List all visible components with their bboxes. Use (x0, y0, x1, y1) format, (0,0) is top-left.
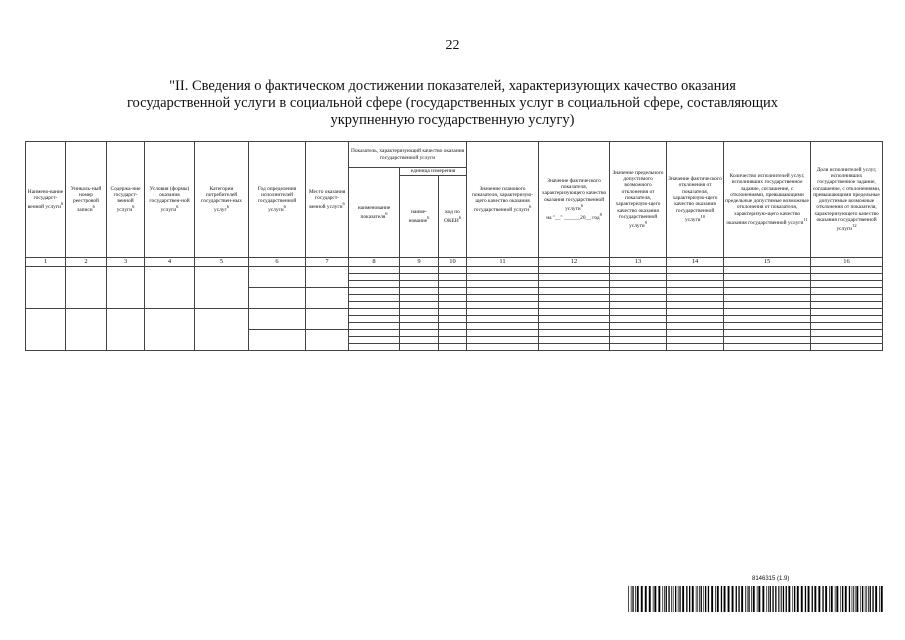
table-cell[interactable] (811, 316, 883, 323)
barcode-bar (741, 586, 743, 612)
barcode-bar (768, 586, 769, 612)
header-executors-share: Доля исполнителей услуг, исполнивших государственное задание, соглашение, с отклонениями, превышающими предельные допустимые возможные отклонения от показателя, характеризующего качество оказания государственной услуги$^{12}$ (811, 142, 883, 258)
barcode-bar (801, 586, 803, 612)
barcode-bar (786, 586, 787, 612)
barcode-bar (868, 586, 869, 612)
table-cell[interactable] (467, 288, 539, 295)
barcode-bar (775, 586, 776, 612)
table-cell[interactable] (349, 274, 400, 281)
barcode-bar (780, 586, 781, 612)
barcode-bar (703, 586, 704, 612)
table-cell[interactable] (667, 316, 724, 323)
column-number: 5 (195, 258, 249, 267)
barcode-bar (758, 586, 760, 612)
table-cell[interactable] (539, 344, 610, 351)
table-cell[interactable] (400, 267, 439, 274)
column-number: 6 (249, 258, 306, 267)
table-cell[interactable] (349, 267, 400, 274)
table-cell[interactable] (667, 288, 724, 295)
barcode-bar (805, 586, 806, 612)
barcode-bar (778, 586, 779, 612)
table-cell[interactable] (467, 302, 539, 309)
column-number: 15 (724, 258, 811, 267)
barcode-bar (686, 586, 687, 612)
table-cell[interactable] (539, 274, 610, 281)
barcode-bar (747, 586, 748, 612)
barcode-bar (814, 586, 816, 612)
header-registry-number: Уникаль-ный номер реестровой записи$^6$ (66, 142, 107, 258)
barcode-bar (732, 586, 734, 612)
table-cell[interactable] (667, 309, 724, 316)
column-number: 1 (26, 258, 66, 267)
barcode-bar (866, 586, 867, 612)
table-cell[interactable] (539, 330, 610, 337)
table-cell[interactable] (610, 274, 667, 281)
table-cell[interactable] (667, 295, 724, 302)
table-cell[interactable] (107, 309, 145, 351)
barcode-bar (812, 586, 813, 612)
barcode-bar (678, 586, 679, 612)
barcode-bar (658, 586, 660, 612)
table-cell[interactable] (667, 344, 724, 351)
table-cell[interactable] (667, 330, 724, 337)
table-cell[interactable] (667, 281, 724, 288)
table-cell[interactable] (306, 309, 349, 330)
table-cell[interactable] (811, 344, 883, 351)
table-cell[interactable] (811, 288, 883, 295)
table-cell[interactable] (539, 337, 610, 344)
column-number: 3 (107, 258, 145, 267)
indicators-table (25, 141, 883, 351)
table-cell[interactable] (349, 330, 400, 337)
table-cell[interactable] (610, 337, 667, 344)
barcode-bar (675, 586, 676, 612)
barcode-bar (671, 586, 672, 612)
barcode-bar (751, 586, 752, 612)
table-cell[interactable] (610, 323, 667, 330)
barcode-bar (879, 586, 880, 612)
header-planned-value: Значение планового показателя, характеризую-щего качество оказания государственной услуги$^6$ (467, 142, 539, 258)
barcode-bar (666, 586, 667, 612)
header-actual-value-date: на "__" ______20__ год (546, 214, 600, 221)
barcode-bar (708, 586, 709, 612)
table-cell[interactable] (811, 309, 883, 316)
table-cell[interactable] (610, 344, 667, 351)
barcode-bar (715, 586, 716, 612)
table-cell[interactable] (439, 288, 467, 295)
table-cell[interactable] (811, 295, 883, 302)
barcode-bar (818, 586, 820, 612)
table-cell[interactable] (66, 267, 107, 309)
barcode-bar (699, 586, 700, 612)
table-cell[interactable] (439, 274, 467, 281)
table-cell[interactable] (66, 309, 107, 351)
column-number: 12 (539, 258, 610, 267)
barcode-bar (781, 586, 782, 612)
barcode-bar (641, 586, 643, 612)
table-cell[interactable] (107, 267, 145, 309)
barcode-bar (628, 586, 629, 612)
table-cell[interactable] (539, 302, 610, 309)
table-cell[interactable] (249, 267, 306, 288)
barcode-bar (724, 586, 726, 612)
column-number: 8 (349, 258, 400, 267)
table-cell[interactable] (667, 302, 724, 309)
table-cell[interactable] (724, 316, 811, 323)
barcode-bar (668, 586, 669, 612)
barcode-bar (738, 586, 739, 612)
table-cell[interactable] (400, 274, 439, 281)
table-cell[interactable] (724, 302, 811, 309)
table-cell[interactable] (724, 337, 811, 344)
table-cell[interactable] (400, 302, 439, 309)
barcode-bar (654, 586, 656, 612)
barcode-bar (692, 586, 694, 612)
barcode-bar (645, 586, 647, 612)
table-cell[interactable] (439, 309, 467, 316)
barcode-bar (762, 586, 764, 612)
header-quality-indicator-group: Показатель, характеризующий качество оказания государственной услуги (349, 142, 467, 168)
table-cell[interactable] (724, 288, 811, 295)
table-cell[interactable] (400, 344, 439, 351)
barcode-bar (783, 586, 784, 612)
barcode-bar (865, 586, 866, 612)
column-number: 7 (306, 258, 349, 267)
barcode-bar (701, 586, 702, 612)
barcode-bar (757, 586, 758, 612)
table-cell[interactable] (539, 267, 610, 274)
table-cell[interactable] (439, 323, 467, 330)
barcode-bar (842, 586, 843, 612)
header-executors-count: Количество исполнителей услуг, исполнивших государственное задание, соглашение, с отклонениями, превышающими предельные допустимые возможные отклонения от показателя, характеризую-щего качество оказания государственной услуги$^{11}$ (724, 142, 811, 258)
barcode-bar (831, 586, 833, 612)
table-cell[interactable] (439, 344, 467, 351)
table-cell[interactable] (400, 316, 439, 323)
barcode-bar (788, 586, 790, 612)
header-allowed-deviation: Значение предельного допустимого возможного отклонения от показателя, характеризую-щего качество оказания государственной услуги$^9$ (610, 142, 667, 258)
barcode-bar (689, 586, 690, 612)
table-cell[interactable] (349, 281, 400, 288)
barcode-bar (794, 586, 795, 612)
column-number: 10 (439, 258, 467, 267)
table-cell[interactable] (249, 330, 306, 351)
column-number: 13 (610, 258, 667, 267)
header-service-content: Содержа-ние государст-венной услуги$^6$ (107, 142, 145, 258)
barcode-bar (721, 586, 722, 612)
column-number: 16 (811, 258, 883, 267)
barcode-bar (697, 586, 698, 612)
table-cell[interactable] (467, 295, 539, 302)
table-cell[interactable] (400, 309, 439, 316)
table-cell[interactable] (724, 330, 811, 337)
table-cell[interactable] (667, 323, 724, 330)
table-cell[interactable] (439, 267, 467, 274)
table-cell[interactable] (724, 309, 811, 316)
barcode-bar (748, 586, 749, 612)
barcode-bar (736, 586, 737, 612)
barcode-bar (728, 586, 730, 612)
table-cell[interactable] (400, 337, 439, 344)
table-cell[interactable] (811, 330, 883, 337)
table-cell[interactable] (610, 267, 667, 274)
table-cell[interactable] (145, 309, 195, 351)
barcode-bar (770, 586, 771, 612)
indicators-table-wrap (25, 141, 882, 337)
table-cell[interactable] (145, 267, 195, 309)
table-cell[interactable] (811, 337, 883, 344)
table-cell[interactable] (467, 281, 539, 288)
section-title: "II. Сведения о фактическом достижении показателей, характеризующих качество оказания государственной услуги в социальной сфере (государственных услуг в социальной сфере, составляющих укрупненную государственную услугу) (126, 78, 779, 128)
barcode-bar (745, 586, 746, 612)
barcode-image (628, 586, 883, 612)
table-cell[interactable] (467, 267, 539, 274)
table-cell[interactable] (724, 295, 811, 302)
table-cell[interactable] (467, 330, 539, 337)
table-cell[interactable] (811, 302, 883, 309)
barcode-bar (870, 586, 871, 612)
table-cell[interactable] (349, 337, 400, 344)
column-number: 4 (145, 258, 195, 267)
table-cell[interactable] (539, 316, 610, 323)
barcode-bar (836, 586, 838, 612)
table-cell[interactable] (539, 281, 610, 288)
table-row (26, 309, 883, 316)
barcode-bar (822, 586, 823, 612)
table-cell[interactable] (610, 302, 667, 309)
table-cell[interactable] (539, 309, 610, 316)
barcode-bar (635, 586, 636, 612)
barcode-bar (840, 586, 841, 612)
table-cell[interactable] (539, 295, 610, 302)
table-cell[interactable] (439, 330, 467, 337)
table-cell[interactable] (467, 323, 539, 330)
table-cell[interactable] (667, 274, 724, 281)
barcode-bar (872, 586, 873, 612)
table-cell[interactable] (349, 316, 400, 323)
table-cell[interactable] (610, 295, 667, 302)
barcode-bar (637, 586, 639, 612)
table-cell[interactable] (539, 323, 610, 330)
table-cell[interactable] (249, 309, 306, 330)
barcode-bar (664, 586, 665, 612)
barcode-bar (829, 586, 830, 612)
table-cell[interactable] (811, 274, 883, 281)
header-indicator-name: наименование показателя$^6$ (349, 168, 400, 258)
barcode-bar (679, 586, 680, 612)
table-cell[interactable] (724, 281, 811, 288)
barcode-bar (808, 586, 810, 612)
table-cell[interactable] (400, 281, 439, 288)
barcode-bar (696, 586, 697, 612)
header-row-1 (26, 142, 883, 168)
table-cell[interactable] (467, 316, 539, 323)
table-cell[interactable] (26, 267, 66, 309)
barcode-bar (881, 586, 883, 612)
table-cell[interactable] (306, 267, 349, 288)
barcode-bar (632, 586, 633, 612)
barcode-bar (856, 586, 858, 612)
barcode-bar (711, 586, 713, 612)
column-number: 9 (400, 258, 439, 267)
table-cell[interactable] (467, 274, 539, 281)
table-cell[interactable] (349, 309, 400, 316)
header-service-name: Наимено-вание государст-венной услуги$^6$ (26, 142, 66, 258)
table-row (26, 267, 883, 274)
table-cell[interactable] (724, 267, 811, 274)
barcode-bar (653, 586, 654, 612)
barcode-bar (875, 586, 877, 612)
table-cell[interactable] (811, 267, 883, 274)
barcode-bar (753, 586, 755, 612)
table-cell[interactable] (667, 267, 724, 274)
barcode-bar (855, 586, 856, 612)
header-okei-code: код по ОКЕИ$^6$ (439, 176, 467, 258)
barcode-bar (662, 586, 663, 612)
table-cell[interactable] (306, 288, 349, 309)
table-cell[interactable] (349, 302, 400, 309)
barcode-bar (772, 586, 773, 612)
table-cell[interactable] (610, 309, 667, 316)
table-cell[interactable] (724, 274, 811, 281)
table-cell[interactable] (539, 288, 610, 295)
table-cell[interactable] (439, 302, 467, 309)
page-number: 22 (445, 38, 460, 53)
header-actual-value: Значение фактического показателя, характеризующего качество оказания государственной услуги$^6$ на "__" ______20__ год$^8$ (539, 142, 610, 258)
table-cell[interactable] (811, 323, 883, 330)
table-cell[interactable] (400, 330, 439, 337)
header-consumer-categories: Категории потребителей государствен-ных услуг$^6$ (195, 142, 249, 258)
barcode-bar (673, 586, 674, 612)
table-cell[interactable] (811, 281, 883, 288)
barcode-bar (835, 586, 836, 612)
table-cell[interactable] (400, 295, 439, 302)
column-number: 2 (66, 258, 107, 267)
table-cell[interactable] (439, 316, 467, 323)
table-cell[interactable] (26, 309, 66, 351)
table-cell[interactable] (467, 309, 539, 316)
table-cell[interactable] (195, 309, 249, 351)
header-service-place: Место оказания государст-венной услуги$^6$ (306, 142, 349, 258)
table-cell[interactable] (724, 344, 811, 351)
barcode-bar (860, 586, 861, 612)
barcode-bar (825, 586, 827, 612)
column-number: 11 (467, 258, 539, 267)
table-cell[interactable] (610, 288, 667, 295)
header-year-of-determination: Год определения исполнителей государственной услуги$^6$ (249, 142, 306, 258)
table-cell[interactable] (195, 267, 249, 309)
barcode-bar (852, 586, 853, 612)
table-cell[interactable] (467, 344, 539, 351)
table-cell[interactable] (400, 288, 439, 295)
table-cell[interactable] (610, 281, 667, 288)
barcode-bar (797, 586, 799, 612)
barcode-bar (845, 586, 847, 612)
header-unit-group: единица измерения (400, 168, 467, 176)
document-code: 8146315 (1.9) (752, 576, 790, 582)
barcode-bar (717, 586, 719, 612)
barcode-bar (682, 586, 684, 612)
table-cell[interactable] (724, 323, 811, 330)
header-actual-deviation: Значение фактического отклонения от показателя, характеризую-щего качество оказания государственной услуги$^{10}$ (667, 142, 724, 258)
barcode-bar (631, 586, 632, 612)
header-service-conditions: Условия (формы) оказания государствен-ной услуги$^6$ (145, 142, 195, 258)
header-unit-name: наиме-нование$^6$ (400, 176, 439, 258)
table-cell[interactable] (349, 288, 400, 295)
column-numbers-row (26, 258, 883, 267)
barcode-bar (705, 586, 706, 612)
barcode-bar (792, 586, 793, 612)
table-cell[interactable] (439, 281, 467, 288)
table-cell[interactable] (467, 337, 539, 344)
table-cell[interactable] (667, 337, 724, 344)
table-cell[interactable] (349, 344, 400, 351)
table-cell[interactable] (306, 330, 349, 351)
table-cell[interactable] (610, 330, 667, 337)
table-cell[interactable] (249, 288, 306, 309)
table-cell[interactable] (349, 295, 400, 302)
table-cell[interactable] (439, 337, 467, 344)
column-number: 14 (667, 258, 724, 267)
table-cell[interactable] (349, 323, 400, 330)
barcode-bar (766, 586, 767, 612)
table-cell[interactable] (439, 295, 467, 302)
barcode-bar (853, 586, 854, 612)
table-cell[interactable] (610, 316, 667, 323)
barcode-bar (649, 586, 651, 612)
barcode-bar (862, 586, 863, 612)
table-cell[interactable] (400, 323, 439, 330)
barcode-bar (849, 586, 850, 612)
